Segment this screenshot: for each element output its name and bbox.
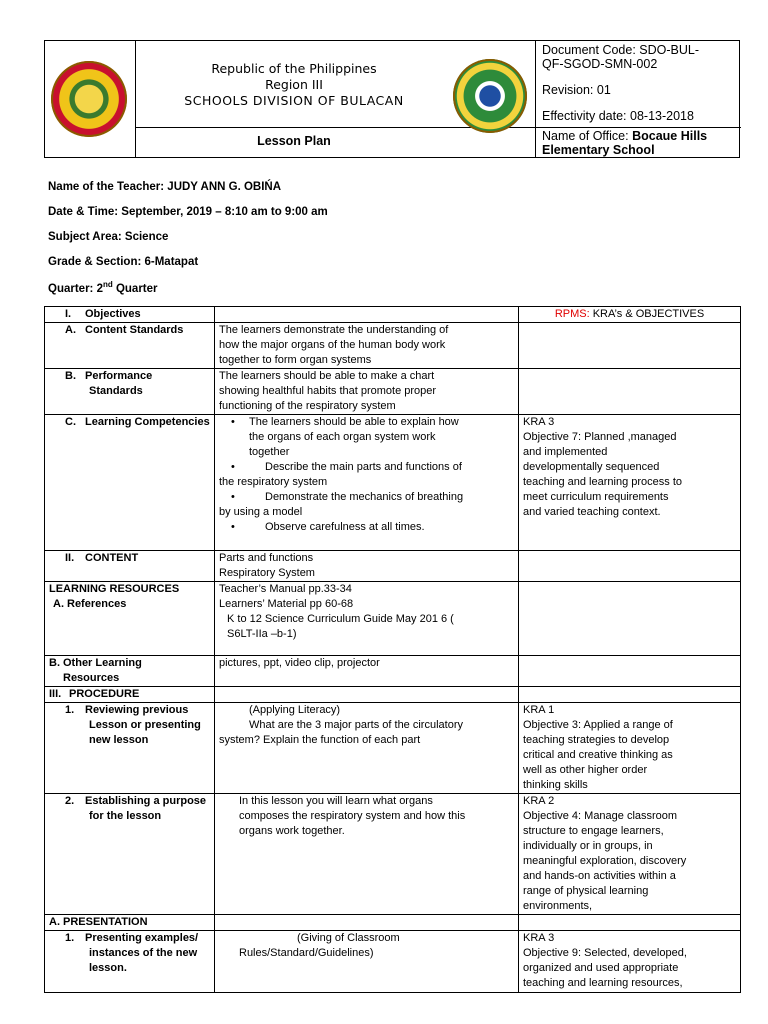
header-divider [535,41,536,157]
office-name: Name of Office: Bocaue Hills Elementary School [542,129,708,157]
kra-objective: KRA 3 Objective 9: Selected, developed, organized and used appropriate teaching and learning resources, [519,931,741,993]
table-row [45,687,741,703]
kra-objective: KRA 2 Objective 4: Manage classroom structure to engage learners, individually or in groups, in meaningful exploration, discovery and hands-on activities within a range of physical learning environments, [519,794,741,915]
performance-standards-text: The learners should be able to make a chart showing healthful habits that promote proper functioning of the respiratory system [215,369,519,415]
header-divider [535,127,741,128]
row-label: A. PRESENTATION [45,915,215,931]
row-label: 2. Establishing a purpose for the lesson [45,794,215,915]
list-item: • The learners should be able to explain how the organs of each organ system work together [231,416,459,458]
kra-objective: KRA 1 Objective 3: Applied a range of teaching strategies to develop critical and creative thinking as well as other higher order thinking skills [519,703,741,794]
learning-competencies-list [215,415,519,551]
row-label: III. PROCEDURE [45,687,215,703]
table-row [45,915,741,931]
date-time: Date & Time: September, 2019 – 8:10 am to 9:00 am [48,206,328,218]
content-text: Parts and functions Respiratory System [215,551,519,582]
table-row [45,551,741,582]
other-resources-text: pictures, ppt, video clip, projector [215,656,519,687]
table-row [45,307,741,323]
row-label: C. Learning Competencies [45,415,215,551]
school-seal-logo [453,59,527,133]
list-item: • Demonstrate the mechanics of breathing by using a model [219,491,464,518]
table-row [45,656,741,687]
table-row [45,794,741,915]
content-standards-text: The learners demonstrate the understanding of how the major organs of the human body work together to form organ systems [215,323,519,369]
table-row [45,582,741,656]
list-item: • Describe the main parts and functions of the respiratory system [219,461,462,488]
row-label: II. CONTENT [45,551,215,582]
header-line-3: SCHOOLS DIVISION OF BULACAN [184,93,404,108]
row-label: LEARNING RESOURCES A. References [45,582,215,656]
row-label: A. Content Standards [45,323,215,369]
grade-section: Grade & Section: 6-Matapat [48,256,199,268]
row-label: I. Objectives [45,307,215,323]
document-type: Lesson Plan [257,134,331,148]
document-code: Document Code: SDO-BUL- QF-SGOD-SMN-002 [542,43,700,71]
purpose-text: In this lesson you will learn what organs composes the respiratory system and how this organs work together. [215,794,519,915]
row-label: B. Other Learning Resources [45,656,215,687]
rpms-header: RPMS: KRA’s & OBJECTIVES [519,307,741,323]
row-label: 1. Presenting examples/ instances of the new lesson. [45,931,215,993]
row-label: 1. Reviewing previous Lesson or presenting new lesson [45,703,215,794]
header-line-1: Republic of the Philippines [211,61,377,76]
teacher-name: Name of the Teacher: JUDY ANN G. OBIŃA [48,181,282,193]
document-header [44,40,740,158]
presenting-text: (Giving of Classroom Rules/Standard/Guidelines) [215,931,519,993]
quarter: Quarter: 2nd Quarter [48,280,158,295]
effectivity-date: Effectivity date: 08-13-2018 [542,109,694,123]
table-row [45,369,741,415]
subject-area: Subject Area: Science [48,231,169,243]
table-row [45,931,741,993]
reviewing-text: (Applying Literacy) What are the 3 major parts of the circulatory system? Explain the function of each part [215,703,519,794]
table-row [45,323,741,369]
references-text: Teacher’s Manual pp.33-34 Learners’ Material pp 60-68 K to 12 Science Curriculum Guide May 201 6 ( S6LT-IIa –b-1) [215,582,519,656]
table-row [45,415,741,551]
schools-division-logo [51,61,127,137]
kra-objective: KRA 3 Objective 7: Planned ,managed and implemented developmentally sequenced teaching and learning process to meet curriculum requirements and varied teaching context. [519,415,741,551]
table-row [45,703,741,794]
lesson-plan-table [44,306,741,993]
header-divider [135,41,136,157]
list-item: • Observe carefulness at all times. [231,521,425,533]
row-label: B. Performance Standards [45,369,215,415]
revision: Revision: 01 [542,83,611,97]
header-line-2: Region III [265,77,323,92]
